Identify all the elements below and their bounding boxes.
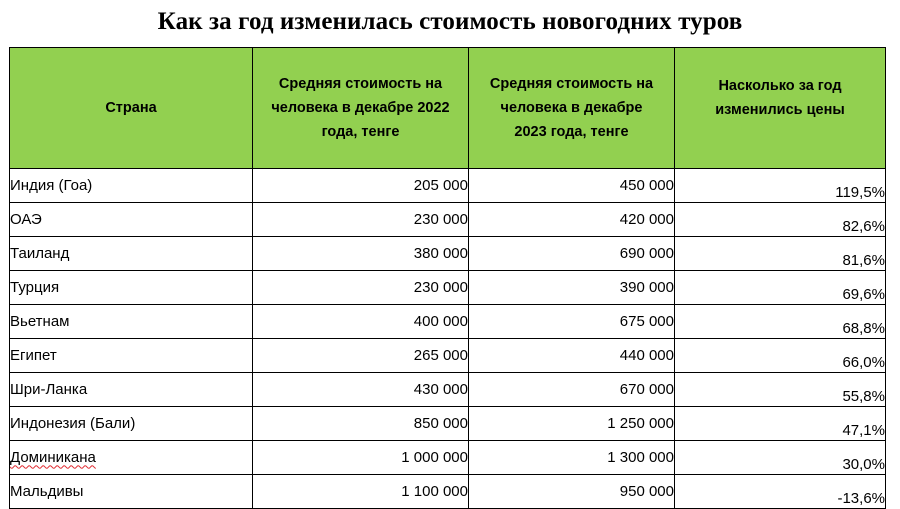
cell-price-change: 47,1% <box>675 407 886 441</box>
cell-country: Турция <box>10 271 253 305</box>
cell-price-2022: 205 000 <box>253 169 469 203</box>
cell-price-2023: 670 000 <box>469 373 675 407</box>
cell-country: Индия (Гоа) <box>10 169 253 203</box>
cell-price-2023: 950 000 <box>469 475 675 509</box>
cell-price-2023: 675 000 <box>469 305 675 339</box>
tour-prices-table <box>9 47 886 509</box>
cell-price-2023: 1 250 000 <box>469 407 675 441</box>
spellcheck-underlined-text: Доминикана <box>10 448 96 466</box>
cell-price-change: 55,8% <box>675 373 886 407</box>
cell-price-2023: 420 000 <box>469 203 675 237</box>
table-row <box>10 271 886 305</box>
cell-price-change: 66,0% <box>675 339 886 373</box>
page-title: Как за год изменилась стоимость новогодних туров <box>157 8 743 35</box>
cell-price-2023: 390 000 <box>469 271 675 305</box>
cell-price-change: 82,6% <box>675 203 886 237</box>
cell-price-2022: 1 000 000 <box>253 441 469 475</box>
header-price-change: Насколько за год изменились цены <box>675 48 886 169</box>
table-row <box>10 203 886 237</box>
cell-price-change: 30,0% <box>675 441 886 475</box>
cell-price-change: 69,6% <box>675 271 886 305</box>
cell-price-2022: 265 000 <box>253 339 469 373</box>
table-row <box>10 441 886 475</box>
cell-country: Египет <box>10 339 253 373</box>
cell-country: Мальдивы <box>10 475 253 509</box>
cell-price-2022: 230 000 <box>253 203 469 237</box>
table-row <box>10 373 886 407</box>
cell-price-2022: 850 000 <box>253 407 469 441</box>
table-row <box>10 339 886 373</box>
header-row <box>10 48 886 169</box>
cell-price-2022: 380 000 <box>253 237 469 271</box>
cell-country <box>10 441 253 475</box>
table-row <box>10 305 886 339</box>
table-body <box>10 169 886 509</box>
header-price-2022: Средняя стоимость на человека в декабре 2022 года, тенге <box>253 48 469 169</box>
cell-price-2022: 1 100 000 <box>253 475 469 509</box>
cell-price-change: 68,8% <box>675 305 886 339</box>
table-row <box>10 169 886 203</box>
cell-price-change: 119,5% <box>675 169 886 203</box>
cell-country: ОАЭ <box>10 203 253 237</box>
table-header <box>10 48 886 169</box>
cell-price-2023: 450 000 <box>469 169 675 203</box>
table-row <box>10 237 886 271</box>
cell-country: Шри-Ланка <box>10 373 253 407</box>
cell-country: Вьетнам <box>10 305 253 339</box>
header-price-2023: Средняя стоимость на человека в декабре 2023 года, тенге <box>469 48 675 169</box>
table-row <box>10 475 886 509</box>
cell-price-2022: 230 000 <box>253 271 469 305</box>
cell-price-2023: 690 000 <box>469 237 675 271</box>
cell-country: Таиланд <box>10 237 253 271</box>
cell-price-change: 81,6% <box>675 237 886 271</box>
cell-price-2023: 1 300 000 <box>469 441 675 475</box>
cell-price-2022: 400 000 <box>253 305 469 339</box>
cell-country: Индонезия (Бали) <box>10 407 253 441</box>
cell-price-2022: 430 000 <box>253 373 469 407</box>
table-row <box>10 407 886 441</box>
cell-price-change: -13,6% <box>675 475 886 509</box>
header-country: Страна <box>10 48 253 169</box>
cell-price-2023: 440 000 <box>469 339 675 373</box>
